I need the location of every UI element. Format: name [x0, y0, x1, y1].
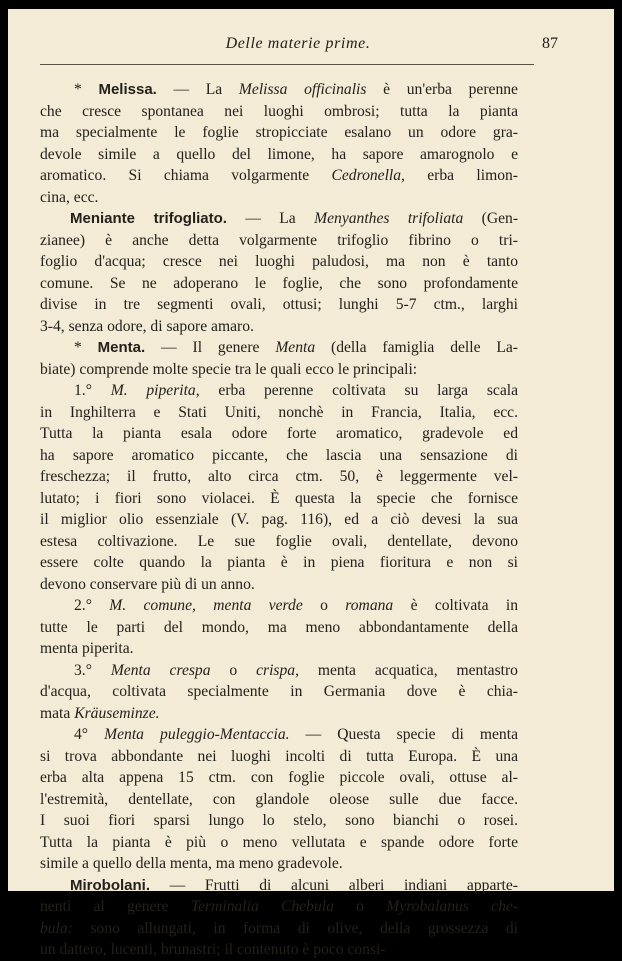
- text-run: simile a quello della menta, ma meno gradevole.: [40, 855, 343, 872]
- text-line: [40, 724, 518, 746]
- text-line: [40, 359, 518, 381]
- text-run: estesa coltivazione. Le sue foglie ovali, dentellate, devono: [40, 532, 518, 550]
- entry-heading: Meniante trifogliato.: [70, 210, 227, 227]
- text-line: [40, 617, 518, 639]
- italic-text: Menta puleggio-Mentaccia.: [104, 726, 290, 743]
- text-line: [40, 896, 518, 918]
- italic-text: Melissa officinalis: [238, 81, 367, 98]
- page-body: [40, 79, 518, 961]
- italic-text: Kräuseminze.: [74, 704, 160, 722]
- paragraph: [40, 595, 518, 660]
- text-run: comune. Se ne adoperano le foglie, che sono profondamente: [40, 274, 518, 292]
- paragraph: [40, 724, 518, 875]
- paragraph: [40, 208, 518, 337]
- text-run: 1.°: [74, 382, 111, 399]
- text-line: [40, 574, 518, 596]
- paragraph: [40, 337, 518, 380]
- paragraph: [40, 380, 518, 595]
- text-line: [40, 703, 518, 725]
- text-line: [40, 165, 518, 187]
- text-line: [40, 316, 518, 338]
- text-line: [40, 746, 518, 768]
- text-run: tutte le parti del mondo, ma meno abbondantamente della: [40, 618, 518, 636]
- text-line: [40, 875, 518, 897]
- text-line: [40, 337, 518, 359]
- text-line: [40, 251, 518, 273]
- text-line: [40, 509, 518, 531]
- text-run: — Frutti di alcuni alberi indiani apparte-: [150, 876, 518, 894]
- italic-text: Menta crespa: [110, 661, 211, 679]
- text-run: *: [74, 81, 99, 98]
- text-run: sono allungati, in forma di olive, della grossezza di: [72, 919, 518, 937]
- text-run: è coltivata in: [393, 597, 518, 614]
- text-run: (della famiglia delle La-: [315, 339, 519, 356]
- text-run: che cresce spontanea nei luoghi ombrosi; tutta la pianta: [40, 102, 518, 120]
- italic-text: romana: [345, 597, 394, 614]
- text-run: divise in tre segmenti ovali, ottusi; lunghi 5-7 ctm., larghi: [40, 296, 518, 313]
- text-run: Tutta la pianta è più o meno vellutata e spande odore forte: [40, 833, 518, 851]
- text-run: — La: [226, 210, 315, 227]
- text-line: [40, 918, 518, 940]
- text-line: [40, 380, 518, 402]
- text-line: [40, 273, 518, 295]
- text-line: [40, 122, 518, 144]
- text-line: [40, 810, 518, 832]
- text-run: d'acqua, coltivata specialmente in Germania dove è chia-: [40, 683, 518, 700]
- paragraph: [40, 660, 518, 725]
- italic-text: Terminalia Chebula: [190, 898, 334, 915]
- text-line: [40, 208, 518, 230]
- italic-text: crispa,: [256, 661, 299, 679]
- text-run: biate) comprende molte specie tra le quali ecco le principali:: [40, 360, 418, 378]
- text-run: o: [333, 898, 387, 915]
- book-page: [8, 9, 614, 958]
- text-line: [40, 681, 518, 703]
- italic-text: bula:: [40, 919, 73, 937]
- text-line: [40, 789, 518, 811]
- text-line: [40, 595, 518, 617]
- text-run: cina, ecc.: [40, 188, 99, 206]
- text-run: o: [210, 661, 257, 679]
- entry-heading: Melissa.: [98, 81, 157, 98]
- text-run: zianee) è anche detta volgarmente trifoglio fibrino o tri-: [40, 231, 518, 249]
- text-line: [40, 402, 518, 424]
- italic-text: Cedronella,: [331, 167, 405, 184]
- text-run: il miglior olio essenziale (V. pag. 116), ed a ciò devesi la sua: [40, 511, 518, 528]
- italic-text: Menta: [275, 339, 316, 356]
- text-run: l'estremità, dentellate, con glandole oleose sulle due facce.: [40, 790, 518, 808]
- text-run: erba limon-: [404, 167, 518, 184]
- italic-text: M. piperita,: [110, 382, 200, 399]
- text-line: [40, 79, 518, 101]
- italic-text: Menyanthes trifoliata: [314, 210, 464, 227]
- text-run: — Il genere: [145, 339, 276, 356]
- text-line: [40, 767, 518, 789]
- text-run: mata: [40, 704, 75, 722]
- running-header: [38, 35, 558, 59]
- running-title: Delle materie prime.: [225, 35, 371, 52]
- text-run: si trova abbondante nei luoghi incolti di tutta Europa. È una: [40, 747, 518, 765]
- text-run: freschezza; il frutto, alto circa ctm. 50, è leggermente vel-: [40, 468, 518, 485]
- page-number: 87: [542, 35, 558, 52]
- text-run: I suoi fiori sparsi lungo lo stelo, sono bianchi o rosei.: [40, 812, 518, 829]
- text-run: essere colte quando la pianta è in piena fioritura e non si: [40, 554, 518, 571]
- text-line: [40, 230, 518, 252]
- text-run: (Gen-: [463, 210, 519, 227]
- text-run: — La: [156, 81, 239, 98]
- text-run: o: [302, 597, 346, 614]
- text-run: ha sapore aromatico piccante, che lascia una sensazione di: [40, 446, 518, 464]
- text-line: [40, 638, 518, 660]
- text-line: [40, 853, 518, 875]
- text-run: erba perenne coltivata su larga scala: [199, 382, 518, 399]
- text-run: 3-4, senza odore, di sapore amaro.: [40, 317, 254, 335]
- text-run: 2.°: [74, 597, 110, 614]
- text-run: 3.°: [74, 661, 111, 679]
- text-run: nenti al genere: [40, 898, 191, 915]
- text-run: devono conservare più di un anno.: [40, 575, 255, 593]
- text-line: [40, 445, 518, 467]
- text-line: [40, 101, 518, 123]
- text-line: [40, 423, 518, 445]
- text-run: foglio d'acqua; cresce nei luoghi paludosi, ma non è tanto: [40, 253, 518, 270]
- text-run: è un'erba perenne: [366, 81, 518, 98]
- text-run: aromatico. Si chiama volgarmente: [40, 167, 332, 184]
- paragraph: [40, 79, 518, 208]
- text-line: [40, 187, 518, 209]
- entry-heading: Mirobolani.: [70, 876, 150, 894]
- text-line: [40, 832, 518, 854]
- text-run: *: [74, 339, 98, 356]
- text-run: ma specialmente le foglie stropicciate esalano un odore gra-: [40, 124, 518, 141]
- header-rule: [40, 64, 534, 65]
- text-run: menta piperita.: [40, 640, 134, 657]
- text-run: Tutta la pianta esala odore forte aromatico, gradevole ed: [40, 425, 518, 442]
- text-run: erba alta appena 15 ctm. con foglie piccole ovali, ottuse al-: [40, 769, 518, 786]
- text-line: [40, 488, 518, 510]
- text-run: 4°: [74, 726, 105, 743]
- text-line: [40, 552, 518, 574]
- text-run: lutato; i fiori sono violacei. È questa la specie che fornisce: [40, 489, 518, 507]
- text-line: [40, 144, 518, 166]
- text-run: un dattero, lucenti, brunastri; il contenuto è poco consi-: [40, 941, 386, 958]
- italic-text: M. comune, menta verde: [109, 597, 303, 614]
- text-run: in Inghilterra e Stati Uniti, nonchè in Francia, Italia, ecc.: [40, 403, 518, 421]
- text-line: [40, 660, 518, 682]
- paragraph: [40, 875, 518, 961]
- text-run: menta acquatica, mentastro: [298, 661, 518, 679]
- entry-heading: Menta.: [97, 339, 146, 356]
- text-line: [40, 939, 518, 961]
- text-line: [40, 294, 518, 316]
- text-line: [40, 466, 518, 488]
- text-run: — Questa specie di menta: [289, 726, 518, 743]
- text-line: [40, 531, 518, 553]
- text-run: devole simile a quello del limone, ha sapore amarognolo e: [40, 145, 518, 163]
- italic-text: Myrobalanus che-: [386, 898, 518, 915]
